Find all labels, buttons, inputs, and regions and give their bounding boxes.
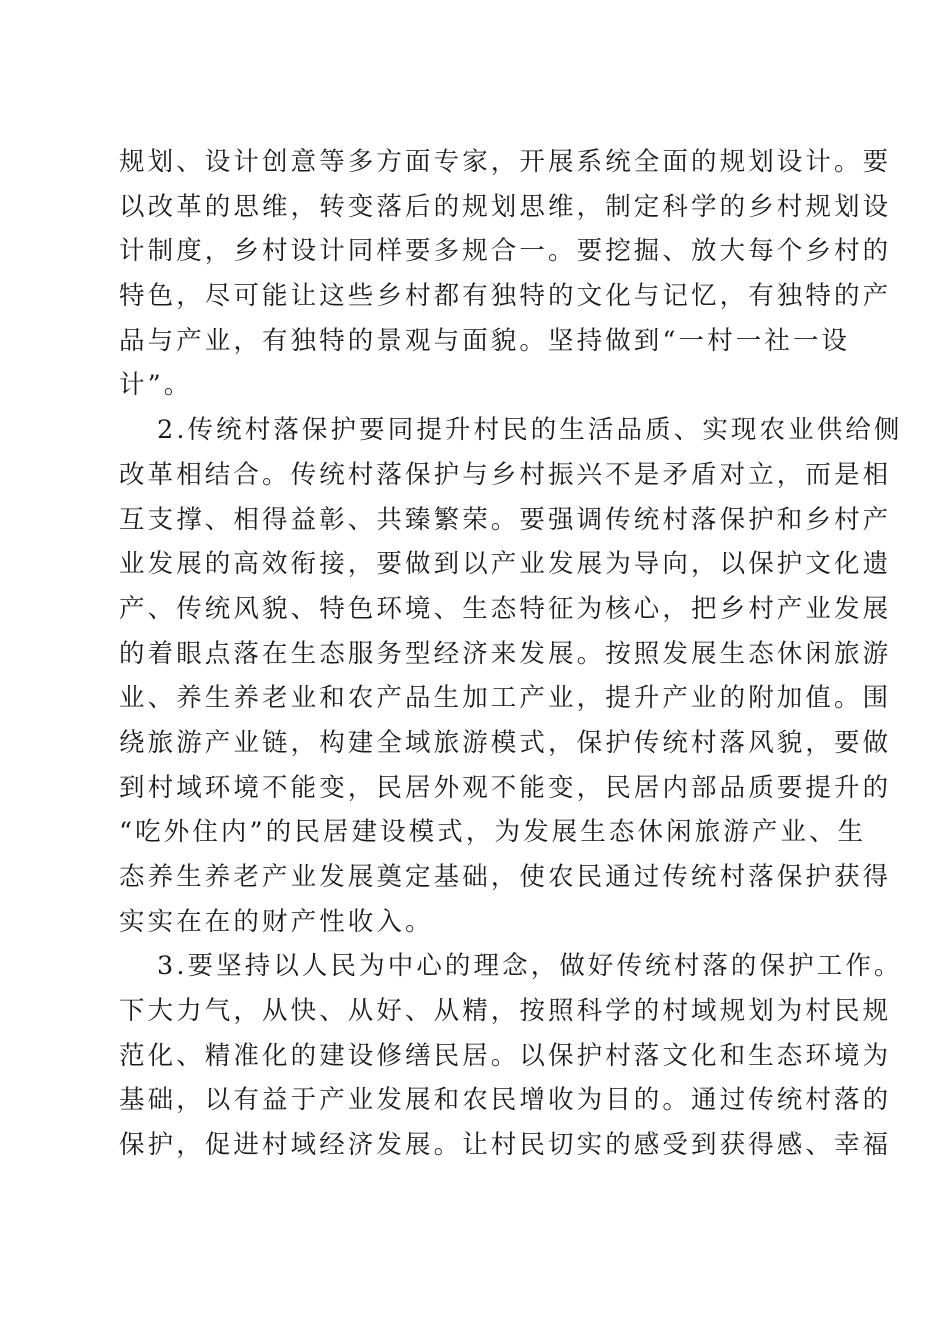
text-line: 下大力气，从快、从好、从精，按照科学的村域规划为村民规 — [119, 996, 892, 1027]
text-line: 业发展的高效衔接，要做到以产业发展为导向，以保护文化遗 — [119, 549, 892, 580]
text-line: 互支撑、相得益彰、共臻繁荣。要强调传统村落保护和乡村产 — [119, 504, 892, 535]
text-line: 态养生养老产业发展奠定基础，使农民通过传统村落保护获得 — [119, 862, 892, 892]
text-line: 绕旅游产业链，构建全域旅游模式，保护传统村落风貌，要做 — [119, 727, 892, 758]
text-line: 计”。 — [119, 370, 193, 401]
text-line: 业、养生养老业和农产品生加工产业，提升产业的附加值。围 — [119, 683, 892, 714]
paragraph-2-start: 2.传统村落保护要同提升村民的生活品质、实现农业供给侧 — [157, 415, 903, 446]
text-line: 以改革的思维，转变落后的规划思维，制定科学的乡村规划设 — [119, 191, 892, 222]
text-line: 到村域环境不能变，民居外观不能变，民居内部品质要提升的 — [119, 772, 892, 803]
text-line: 实实在在的财产性收入。 — [119, 906, 434, 937]
text-line: 改革相结合。传统村落保护与乡村振兴不是矛盾对立，而是相 — [119, 459, 892, 490]
text-line: 规划、设计创意等多方面专家，开展系统全面的规划设计。要 — [119, 147, 892, 177]
text-line: “吃外住内”的民居建设模式，为发展生态休闲旅游产业、生 — [119, 817, 867, 848]
body-text — [119, 140, 903, 1168]
text-line: 产、传统风貌、特色环境、生态特征为核心，把乡村产业发展 — [119, 593, 892, 624]
text-line: 计制度，乡村设计同样要多规合一。要挖掘、放大每个乡村的 — [119, 236, 892, 267]
paragraph-3-start: 3.要坚持以人民为中心的理念，做好传统村落的保护工作。 — [157, 951, 903, 982]
text-line: 基础，以有益于产业发展和农民增收为目的。通过传统村落的 — [119, 1085, 892, 1116]
text-line: 特色，尽可能让这些乡村都有独特的文化与记忆，有独特的产 — [119, 281, 892, 312]
text-line: 范化、精准化的建设修缮民居。以保护村落文化和生态环境为 — [119, 1040, 892, 1071]
text-line: 的着眼点落在生态服务型经济来发展。按照发展生态休闲旅游 — [119, 638, 892, 669]
text-line: 保护，促进村域经济发展。让村民切实的感受到获得感、幸福 — [119, 1130, 892, 1161]
text-line: 品与产业，有独特的景观与面貌。坚持做到“一村一社一设 — [119, 325, 851, 356]
